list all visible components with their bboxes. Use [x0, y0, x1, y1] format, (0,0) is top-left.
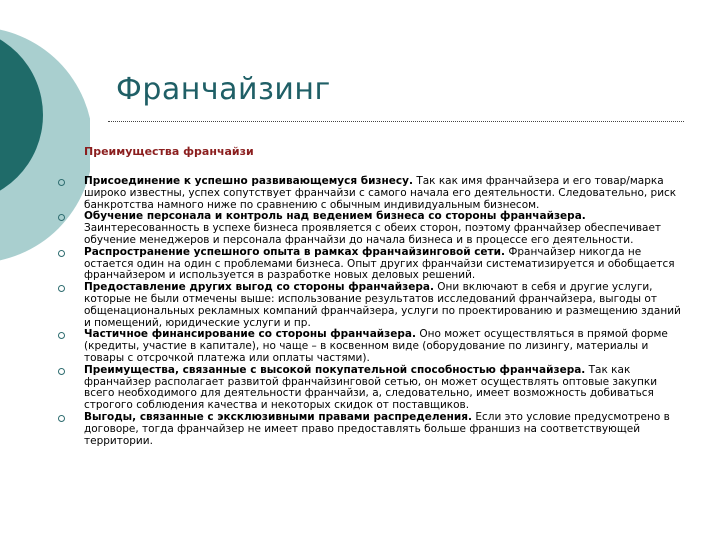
list-item — [58, 365, 686, 412]
item-text: Заинтересованность в успехе бизнеса проявляется с обеих сторон, поэтому франчайзер обеспечивает обучение менеджеров и персонала франчайзи до начала бизнеса и в процессе его деятельности. — [84, 222, 662, 246]
item-heading: Частичное финансирование со стороны франчайзера. — [84, 328, 416, 341]
item-heading: Предоставление других выгод со стороны франчайзера. — [84, 281, 434, 294]
list-item — [58, 211, 686, 246]
advantages-list — [58, 176, 686, 447]
list-item — [58, 329, 686, 364]
item-text: Так как франчайзер располагает развитой франчайзинговой сетью, он может осуществлять оптовые закупки всего необходимого для деятельности франчайзи, а, следовательно, имеет возможность добиваться строгого соблюдения качества и некоторых скидок от поставщиков. — [84, 363, 658, 412]
item-text: Франчайзер никогда не остается один на один с проблемами бизнеса. Опыт других франчайзи систематизируется и обобщается франчайзером и используется в разработке новых деловых решений. — [84, 245, 675, 282]
item-text: Они включают в себя и другие услуги, которые не были отмечены выше: использование результатов исследований франчайзера, выгоды от общенациональных рекламных компаний франчайзера, услуги по проектированию и размещению зданий и помещений, юридические услуги и пр. — [84, 281, 681, 329]
bullet-icon — [58, 250, 65, 257]
item-heading: Обучение персонала и контроль над ведением бизнеса со стороны франчайзера. — [84, 210, 586, 223]
item-heading: Присоединение к успешно развивающемуся бизнесу. — [84, 175, 413, 187]
bullet-icon — [58, 415, 65, 422]
list-item — [58, 176, 686, 211]
list-item — [58, 412, 686, 447]
bullet-icon — [58, 179, 65, 186]
bullet-icon — [58, 285, 65, 292]
item-text: Оно может осуществляться в прямой форме (кредиты, участие в капитале), но чаще – в косвенном виде (оборудование по лизингу, материалы и товары с отсрочкой платежа или оплаты частями). — [84, 328, 668, 364]
list-item — [58, 282, 686, 329]
bullet-icon — [58, 214, 65, 221]
list-item — [58, 247, 686, 282]
item-text: Если это условие предусмотрено в договоре, тогда франчайзер не имеет право предоставлять больше франшиз на соответствующей территории. — [84, 410, 670, 447]
title-divider — [108, 121, 684, 122]
bullet-icon — [58, 332, 65, 339]
item-heading: Распространение успешного опыта в рамках франчайзинговой сети. — [84, 245, 505, 258]
item-text: Так как имя франчайзера и его товар/марка широко известны, успех сопутствует франчайзи с самого начала его деятельности. Следовательно, риск банкротства намного ниже по сравнению с обычным индивидуальным бизнесом. — [84, 175, 677, 211]
slide-subtitle: Преимущества франчайзи — [84, 145, 254, 158]
slide-title: Франчайзинг — [116, 72, 331, 107]
item-heading: Преимущества, связанные с высокой покупательной способностью франчайзера. — [84, 363, 586, 376]
bullet-icon — [58, 368, 65, 375]
item-heading: Выгоды, связанные с эксклюзивными правами распределения. — [84, 410, 472, 423]
